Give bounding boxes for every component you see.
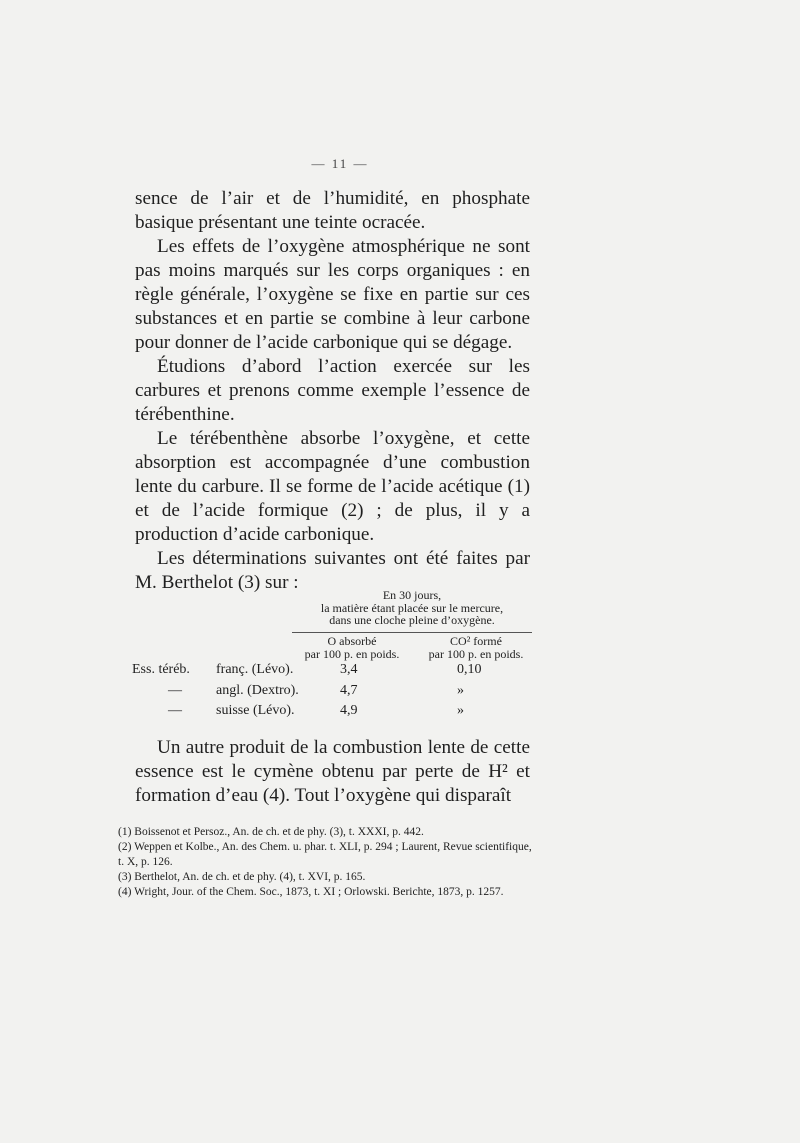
- cell-o: 4,9: [340, 703, 358, 718]
- footnote: (1) Boissenot et Persoz., An. de ch. et de phy. (3), t. XXXI, p. 442.: [118, 826, 424, 838]
- body-text-top: [135, 187, 530, 595]
- row-label: —: [168, 683, 182, 698]
- cell-co2: 0,10: [457, 662, 482, 677]
- table-caption: [292, 589, 532, 627]
- row-sublabel: suisse (Lévo).: [216, 703, 295, 718]
- footnote: (4) Wright, Jour. of the Chem. Soc., 1873, t. XI ; Orlowski. Berichte, 1873, p. 1257.: [118, 886, 504, 898]
- footnote: (3) Berthelot, An. de ch. et de phy. (4), t. XVI, p. 165.: [118, 871, 366, 883]
- column-header-o: [292, 635, 412, 661]
- footnote: (2) Weppen et Kolbe., An. des Chem. u. phar. t. XLI, p. 294 ; Laurent, Revue scientifique, t. X, p. 126.: [118, 841, 532, 868]
- header-line: par 100 p. en poids.: [428, 647, 524, 661]
- header-line: CO² formé: [450, 634, 502, 648]
- cell-o: 3,4: [340, 662, 358, 677]
- table-row: [132, 703, 532, 723]
- cell-o: 4,7: [340, 683, 358, 698]
- paragraph: Étudions d’abord l’action exercée sur les carbures et prenons comme exemple l’essence de térébenthine.: [135, 356, 530, 425]
- caption-line: dans une cloche pleine d’oxygène.: [329, 613, 495, 627]
- footnotes: [118, 825, 532, 900]
- row-label: —: [168, 703, 182, 718]
- table-row: [132, 683, 532, 703]
- body-text-bottom: [135, 736, 530, 808]
- paragraph: Les effets de l’oxygène atmosphérique ne sont pas moins marqués sur les corps organiques : en règle générale, l’oxygène se fixe en partie sur ces substances et en partie se combine à leur carbone pour donner de l’acide carbonique qui se dégage.: [135, 236, 530, 353]
- row-label: Ess. téréb.: [132, 662, 190, 677]
- row-sublabel: angl. (Dextro).: [216, 683, 299, 698]
- caption-line: En 30 jours,: [382, 588, 442, 602]
- table-rule: [292, 632, 532, 633]
- cell-co2: »: [457, 683, 464, 698]
- paragraph: Le térébenthène absorbe l’oxygène, et cette absorption est accompagnée d’une combustion lente du carbure. Il se forme de l’acide acétique (1) et de l’acide formique (2) ; de plus, il y a production d’acide carbonique.: [135, 428, 530, 545]
- column-header-co2: [416, 635, 536, 661]
- header-line: par 100 p. en poids.: [304, 647, 400, 661]
- row-sublabel: franç. (Lévo).: [216, 662, 294, 677]
- caption-line: la matière étant placée sur le mercure,: [320, 600, 504, 615]
- paragraph: Les déterminations suivantes ont été faites par M. Berthelot (3) sur :: [135, 548, 530, 593]
- paragraph: Un autre produit de la combustion lente de cette essence est le cymène obtenu par perte de H² et formation d’eau (4). Tout l’oxygène qui disparaît: [135, 737, 530, 806]
- header-line: O absorbé: [327, 634, 377, 648]
- page-number: — 11 —: [311, 156, 369, 171]
- table-row: [132, 662, 532, 682]
- paragraph: sence de l’air et de l’humidité, en phosphate basique présentant une teinte ocracée.: [135, 188, 530, 233]
- cell-co2: »: [457, 703, 464, 718]
